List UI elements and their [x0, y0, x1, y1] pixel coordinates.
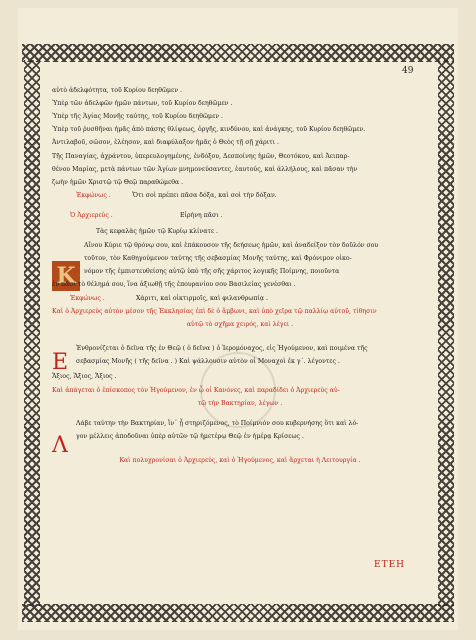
text-line: Τῆς Παναγίας, ἀχράντου, ὑπερευλογημένης, ἐνδόξου, Δεσποίνης ἡμῶν, Θεοτόκου, καὶ Ἀειπαρ-: [52, 153, 350, 160]
page-number: 49: [402, 66, 414, 76]
text-line: αὐτὸ ἀδελφότητα, τοῦ Κυρίου δεηθῶμεν .: [52, 87, 182, 94]
text-line: Ἐνθρονίζεται ὁ δεῖνα τῆς ἐν Θεῷ ( ὁ δεῖνα ) ὁ Ἱερομόναχος, εἰς Ἡγούμενον, καὶ ποιμένα τῆς: [76, 345, 368, 352]
text-line: θένου Μαρίας, μετὰ πάντων τῶν Ἁγίων μνημονεύσαντες, ἑαυτούς, καὶ ἀλλήλους, καὶ πᾶσαν τὴν: [52, 166, 358, 173]
text-line: Ὑπὲρ τοῦ ῥυσθῆναι ἡμᾶς ἀπὸ πάσης θλίψεως, ὀργῆς, κινδύνου, καὶ ἀνάγκης, τοῦ Κυρίου δεηθῶμεν.: [52, 126, 366, 133]
rubric-line: Καὶ πολυχρονίσαι ὁ Ἀρχιερεύς, καὶ ὁ Ἡγούμενος, καὶ ἄρχεται ἡ Λειτουργία .: [119, 457, 361, 464]
rubric-line: αὐτῷ τὸ σχῆμα χειρός, καὶ λέγει .: [186, 321, 294, 328]
ornamental-border-bottom: [22, 604, 454, 622]
text-line: Εἰρήνη πᾶσι .: [180, 212, 223, 219]
text-line: ζωὴν ἡμῶν Χριστῷ τῷ Θεῷ παραθώμεθα .: [52, 179, 184, 186]
rubric-label: Ἐκφώνως .: [70, 295, 105, 302]
decorated-initial: Κ: [52, 261, 80, 291]
text-line: Ἀντιλαβοῦ, σῶσον, ἐλέησον, καὶ διαφύλαξον ἡμᾶς ὁ Θεὸς τῇ σῇ χάριτι .: [52, 139, 279, 146]
rubric-line: τῷ τὴν Βακτηρίαν, λέγων .: [197, 400, 283, 407]
red-initial-A: Λ: [52, 433, 68, 458]
text-line: γον μέλλεις ἀποδοῦναι ὑπὲρ αὐτῶν τῷ ἡμετέρῳ Θεῷ ἐν ἡμέρᾳ Κρίσεως .: [76, 433, 304, 440]
text-line: Ὑπὲρ τῶν ἀδελφῶν ἡμῶν πάντων, τοῦ Κυρίου δεηθῶμεν .: [52, 100, 233, 107]
ornamental-border-right: [438, 60, 454, 606]
text-line: ἐν πᾶσι τὸ θέλημά σου, ἵνα ἀξιωθῇ τῆς ἐπουρανίου σου Βασιλείας γενέσθαι .: [52, 281, 296, 288]
rubric-label: Ὁ Ἀρχιερεύς .: [70, 212, 113, 219]
text-line: Αἴνου Κύριε τῷ θρόνῳ σου, καὶ ἐπάκουσον τῆς δεήσεως ἡμῶν, καὶ ἀναδείξον τὸν δοῦλόν σου: [84, 242, 379, 249]
rubric-label: Ἐκφώνως .: [76, 192, 111, 199]
catchword: ΕΤΕΗ: [374, 560, 405, 570]
ornamental-border-left: [24, 60, 40, 606]
rubric-line: Καὶ ὁ Ἀρχιερεὺς αὐτὸν μέσον τῆς Ἐκκλησίας ἐπὶ δὲ ὁ ἄμβωνι, καὶ ὑπὸ χεῖρα τῷ παλλίῳ αὐτοῦ, τίθησιν: [52, 308, 377, 315]
ornamental-border-top: [22, 44, 454, 62]
text-line: Τὰς κεφαλὰς ἡμῶν τῷ Κυρίῳ κλίνατε .: [96, 228, 218, 235]
text-line: Ὅτι σοὶ πρέπει πᾶσα δόξα, καὶ σοὶ τὴν δόξαν.: [132, 192, 277, 199]
red-initial-E: Ε: [52, 350, 69, 375]
rubric-line: Καὶ ἀπάγεται ὁ ἐπίσκοπος τὸν Ἡγούμενον, ἐν ᾧ οἱ Κανόνες, καὶ παραδίδει ὁ Ἀρχιερεὺς αὐ-: [52, 387, 340, 394]
text-line: νόμον τῆς ἐμπιστευθείσης αὐτῷ ὑπὸ τῆς σῆς χάριτος λογικῆς Ποίμνης, ποιοῦντα: [84, 268, 340, 275]
text-line: Ὑπὲρ τῆς Ἁγίας Μονῆς ταύτης, τοῦ Κυρίου δεηθῶμεν .: [52, 113, 223, 120]
text-line: Ἄξιος, Ἄξιος, Ἄξιος .: [52, 373, 117, 380]
text-line: τοῦτον, τὸν Καθηγούμενον ταύτης τῆς σεβασμίας Μονῆς ταύτης, καὶ Φρόνιμον οἰκο-: [84, 255, 352, 262]
text-line: σεβασμίας Μονῆς ( τῆς δεῖνα . ) Καὶ ψάλλουσιν αὐτὸν οἱ Μοναχοὶ ἐκ γ΄. λέγοντες .: [76, 358, 340, 365]
text-line: Λάβε ταύτην τὴν Βακτηρίαν, ἵν᾿ ᾖ στηριζόμενος, τὸ Ποίμνιόν σου κυβερνήσης ὅτι καὶ λό-: [76, 420, 359, 427]
text-line: Χάριτι, καὶ οἰκτιρμοῖς, καὶ φιλανθρωπίᾳ .: [136, 295, 269, 302]
